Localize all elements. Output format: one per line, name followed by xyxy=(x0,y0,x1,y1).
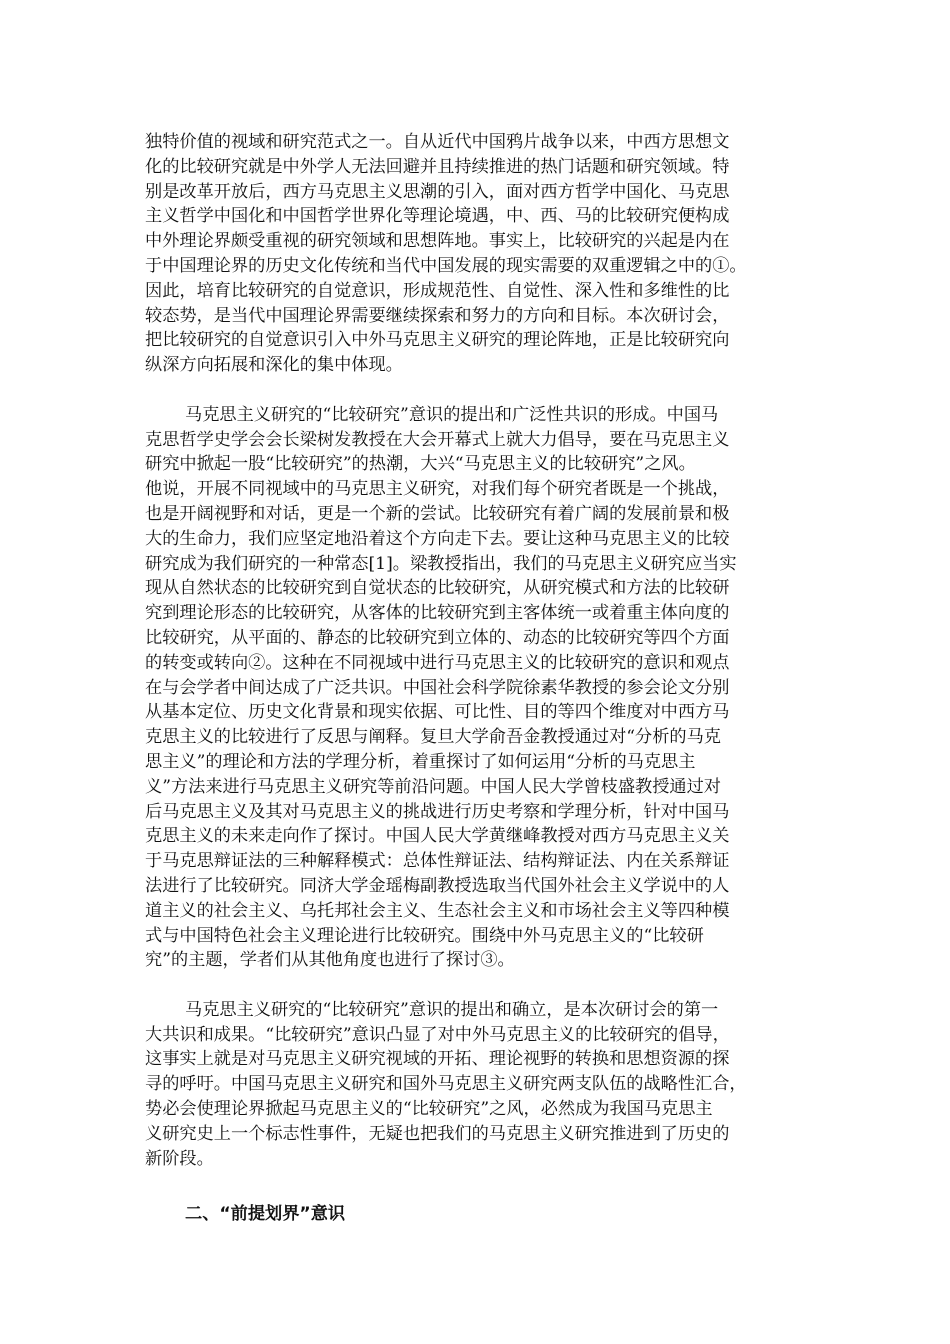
text-line: 大共识和成果。“比较研究”意识凸显了对中外马克思主义的比较研究的倡导， xyxy=(145,1024,730,1045)
text-line: 义”方法来进行马克思主义研究等前沿问题。中国人民大学曾枝盛教授通过对 xyxy=(145,776,721,797)
text-line: 式与中国特色社会主义理论进行比较研究。围绕中外马克思主义的“比较研 xyxy=(145,925,704,946)
text-line: 主义哲学中国化和中国哲学世界化等理论境遇，中、西、马的比较研究便构成 xyxy=(145,206,730,227)
text-line: 从基本定位、历史文化背景和现实依据、可比性、目的等四个维度对中西方马 xyxy=(145,702,730,723)
text-line: 中外理论界颇受重视的研究领域和思想阵地。事实上，比较研究的兴起是内在 xyxy=(145,231,730,252)
text-line: 究”的主题，学者们从其他角度也进行了探讨③。 xyxy=(145,950,515,971)
paragraph-gap xyxy=(145,973,805,998)
text-line: 势必会使理论界掀起马克思主义的“比较研究”之风，必然成为我国马克思主 xyxy=(145,1099,713,1120)
document-page xyxy=(145,130,805,1241)
text-line: 研究成为我们研究的一种常态[1]。梁教授指出，我们的马克思主义研究应当实 xyxy=(145,553,737,574)
text-line: 马克思主义研究的“比较研究”意识的提出和广泛性共识的形成。中国马 xyxy=(185,404,719,425)
text-line: 思主义”的理论和方法的学理分析，着重探讨了如何运用“分析的马克思主 xyxy=(145,751,696,772)
text-line: 独特价值的视域和研究范式之一。自从近代中国鸦片战争以来，中西方思想文 xyxy=(145,132,730,152)
text-line: 纵深方向拓展和深化的集中体现。 xyxy=(145,355,403,376)
paragraph-gap xyxy=(145,1171,805,1196)
text-line: 究到理论形态的比较研究，从客体的比较研究到主客体统一或着重主体向度的 xyxy=(145,603,730,624)
text-line: 别是改革开放后，西方马克思主义思潮的引入，面对西方哲学中国化、马克思 xyxy=(145,181,730,202)
text-line: 的转变或转向②。这种在不同视域中进行马克思主义的比较研究的意识和观点 xyxy=(145,652,730,673)
text-line: 较态势，是当代中国理论界需要继续探索和努力的方向和目标。本次研讨会， xyxy=(145,305,730,326)
text-line: 新阶段。 xyxy=(145,1148,214,1169)
text-line: 义研究史上一个标志性事件，无疑也把我们的马克思主义研究推进到了历史的 xyxy=(145,1123,730,1144)
text-line: 克思哲学史学会会长梁树发教授在大会开幕式上就大力倡导，要在马克思主义 xyxy=(145,429,730,450)
text-line: 也是开阔视野和对话，更是一个新的尝试。比较研究有着广阔的发展前景和极 xyxy=(145,503,730,524)
text-line: 寻的呼吁。中国马克思主义研究和国外马克思主义研究两支队伍的战略性汇合， xyxy=(145,1074,747,1095)
text-line: 克思主义的比较进行了反思与阐释。复旦大学俞吾金教授通过对“分析的马克 xyxy=(145,727,721,748)
text-line: 于马克思辩证法的三种解释模式：总体性辩证法、结构辩证法、内在关系辩证 xyxy=(145,851,730,872)
text-line: 于中国理论界的历史文化传统和当代中国发展的现实需要的双重逻辑之中的①。 xyxy=(145,255,747,276)
text-line: 大的生命力，我们应坚定地沿着这个方向走下去。要让这种马克思主义的比较 xyxy=(145,528,730,549)
text-line: 研究中掀起一股“比较研究”的热潮，大兴“马克思主义的比较研究”之风。 xyxy=(145,454,696,475)
text-line: 化的比较研究就是中外学人无法回避并且持续推进的热门话题和研究领域。特 xyxy=(145,156,730,177)
paragraph-2 xyxy=(145,403,805,973)
text-line: 道主义的社会主义、乌托邦社会主义、生态社会主义和市场社会主义等四种模 xyxy=(145,900,730,921)
text-line: 后马克思主义及其对马克思主义的挑战进行历史考察和学理分析，针对中国马 xyxy=(145,801,730,822)
text-line: 法进行了比较研究。同济大学金瑶梅副教授选取当代国外社会主义学说中的人 xyxy=(145,875,730,896)
paragraph-1 xyxy=(145,130,805,378)
text-line: 把比较研究的自觉意识引入中外马克思主义研究的理论阵地，正是比较研究向 xyxy=(145,330,730,351)
text-line: 比较研究，从平面的、静态的比较研究到立体的、动态的比较研究等四个方面 xyxy=(145,627,730,648)
text-line: 克思主义的未来走向作了探讨。中国人民大学黄继峰教授对西方马克思主义关 xyxy=(145,826,730,847)
text-line: 马克思主义研究的“比较研究”意识的提出和确立，是本次研讨会的第一 xyxy=(185,999,719,1020)
paragraph-gap xyxy=(145,378,805,403)
text-line: 他说，开展不同视域中的马克思主义研究，对我们每个研究者既是一个挑战， xyxy=(145,479,730,500)
paragraph-3 xyxy=(145,998,805,1172)
text-line: 现从自然状态的比较研究到自觉状态的比较研究，从研究模式和方法的比较研 xyxy=(145,578,730,599)
text-line: 因此，培育比较研究的自觉意识，形成规范性、自觉性、深入性和多维性的比 xyxy=(145,280,730,301)
text-line: 这事实上就是对马克思主义研究视域的开拓、理论视野的转换和思想资源的探 xyxy=(145,1049,730,1070)
text-line: 在与会学者中间达成了广泛共识。中国社会科学院徐素华教授的参会论文分别 xyxy=(145,677,730,698)
section-heading: 二、“前提划界”意识 xyxy=(185,1204,346,1225)
